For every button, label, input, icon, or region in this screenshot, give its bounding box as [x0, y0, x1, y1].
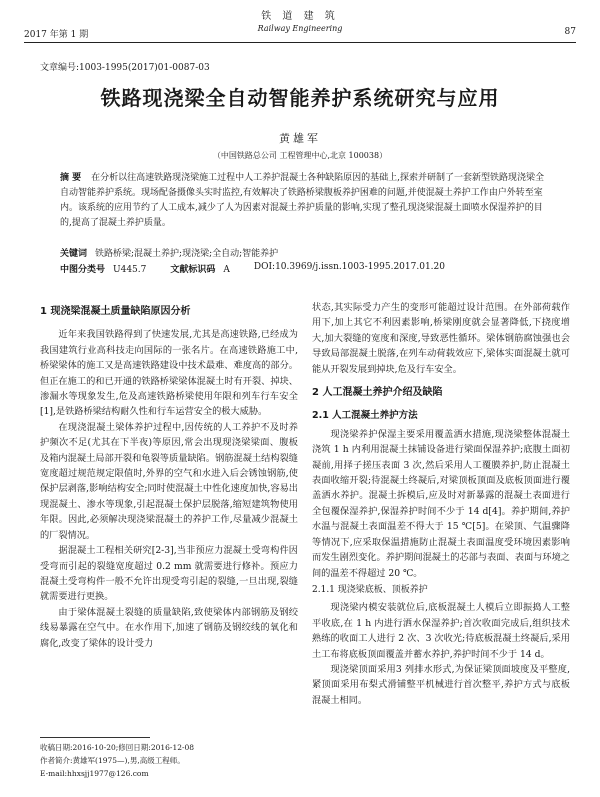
- received-date: 收稿日期:2016-10-20;修回日期:2016-12-08: [40, 743, 195, 752]
- section-2-heading: 2 人工混凝土养护介绍及缺陷: [312, 387, 443, 399]
- doi: DOI:10.3969/j.issn.1003-1995.2017.01.20: [253, 262, 445, 272]
- paragraph: 状态,其实际受力产生的变形可能超过设计范围。在外部荷载作用下,加上其它不利因素影响,桥梁刚度就会显著降低,下挠度增大,加大裂缝的宽度和深度,导致恶性循环。梁体钢筋腐蚀强也会导致局部混凝土脱落,在列车动荷载效应下,梁体实面混凝土就可能从开裂发展到掉块,危及行车安全。: [312, 302, 570, 375]
- section-2-1-1-heading: 2.1.1 现浇梁底板、顶板养护: [312, 584, 428, 595]
- affiliation: （中国铁路总公司 工程管理中心,北京 100038）: [212, 151, 388, 160]
- paragraph: 现浇梁顶面采用3 列排水形式,为保证梁顶面坡度及平整度,紧顶面采用布梨式滑铺整平机械进行首次整平,养护方式与底板混凝土相同。: [312, 663, 570, 706]
- article-id: 文章编号:1003-1995(2017)01-0087-03: [40, 63, 210, 73]
- author-bio: 作者简介:黄雄军(1975—),男,高级工程师。: [40, 756, 185, 765]
- paragraph: 现浇梁养护保湿主要采用覆盖洒水措施,现浇梁整体混凝土浇筑 1 h 内利用混凝土抹铺设备进行梁面保湿养护;底腹土面初凝前,用择子搓压表面 3 次,然后采用人工覆膜养护,防止混凝土表面收缩开裂;待混凝土终凝后,对梁顶板顶面及底板顶面进行覆盖洒水养护。混凝土拆模后,应及时对新暴露的混凝土表面进行全包覆保湿养护,保湿养护时间不少于 14 d[4]。养护期间,养护水温与混凝土表面温差不得大于 15 ℃[5]。在梁顶、气温骤降等情况下,应采取保温措施防止混凝土表面温度受环境因素影响而发生剧烈变化。养护期间混凝土的芯部与表面、表面与环境之间的温差不得超过 20 ℃。: [312, 428, 570, 579]
- abstract: [60, 171, 545, 231]
- journal-name-en: Railway Engineering: [257, 24, 343, 33]
- classification-line: [60, 262, 545, 275]
- author-name: 黄雄军: [279, 132, 321, 145]
- clc-label: 中图分类号: [60, 265, 106, 275]
- section-2-1-heading: 2.1 人工混凝土养护方法: [312, 410, 418, 422]
- article-title: 铁路现浇梁全自动智能养护系统研究与应用: [100, 86, 500, 110]
- issue-label: 2017 年第 1 期: [24, 30, 89, 40]
- abstract-label: 摘 要: [60, 173, 82, 183]
- abstract-text: 在分析以往高速铁路现浇梁施工过程中人工养护混凝土各种缺陷原因的基础上,探索并研制了一套新型铁路现浇梁全自动智能养护系统。现场配备摄像头实时监控,有效解决了铁路桥梁腹板养护困难的问题,并使混凝土养护工作由户外转至室内。该系统的应用节约了人工成本,减少了人为因素对混凝土养护质量的影响,实现了整孔现浇梁混凝土面喷水保湿养护的目的,提高了混凝土养护质量。: [60, 173, 545, 228]
- paragraph: 在现浇混凝土梁体养护过程中,因传统的人工养护不及时养护频次不足(尤其在下半夜)等原因,常会出现现浇梁梁面、腹板及箱内混凝土局部开裂和龟裂等质量缺陷。钢筋混凝土结构裂缝宽度超过规范规定限值时,外界的空气和水进入后会锈蚀钢筋,使保护层剥落,影响结构安全;同时使混凝土中性化速度加快,容易出现混凝土、渗水等现象,引起混凝土保护层脱落,缩短建筑物使用年限。因此,必须解决现浇梁混凝土的养护工作,尽量减少混凝土的厂裂情况。: [40, 421, 298, 541]
- doc-code-label: 文献标识码: [170, 265, 216, 275]
- paragraph: 据混凝土工程相关研究[2-3],当非预应力混凝土受弯构件因受弯而引起的裂缝宽度超过 0.2 mm 就需要进行修补。预应力混凝土受弯构件一般不允许出现受弯引起的裂缝,一旦出现,裂缝就需要进行更换。: [40, 545, 298, 603]
- body-left-column: [40, 300, 298, 651]
- clc-value: U445.7: [113, 265, 147, 275]
- paragraph: 由于梁体混凝土裂缝的质量缺陷,致使梁体内部钢筋及钢绞线易暴露在空气中。在水作用下,加速了钢筋及钢绞线的氧化和腐化,改变了梁体的设计受力: [40, 606, 298, 649]
- paragraph: 近年来我国铁路得到了快速发展,尤其是高速铁路,已经成为我国建筑行业高科技走向国际的一张名片。在高速铁路施工中,桥梁梁体的施工又是高速铁路建设中技术最难、难度高的部分。但正在施工的和已开通的铁路桥梁梁体混凝土时有开裂、掉块、渗漏水等现象发生,危及高速铁路桥梁使用年限和列车行车安全[1],是铁路桥梁结构耐久性和行车运营安全的极大威胁。: [40, 329, 298, 418]
- keywords: [60, 246, 545, 259]
- keywords-label: 关键词: [60, 249, 88, 259]
- footnote-divider: [40, 737, 150, 738]
- page-number: 87: [564, 27, 576, 37]
- author-email: E-mail:hhxsjj1977@126.com: [40, 769, 149, 778]
- header-divider: [24, 42, 576, 43]
- section-1-heading: 1 现浇梁混凝土质量缺陷原因分析: [40, 306, 191, 317]
- body-right-column: [312, 300, 570, 708]
- paragraph: 现浇梁内模安装就位后,底板混凝土人模后立即振捣人工整平收底,在 1 h 内进行洒水保湿养护;首次收面完成后,组织技术熟练的收面工人进行 2 次、3 次收光;待底板混凝土终凝后,采用土工布将底板顶面覆盖并蓄水养护,养护时间不少于 14 d。: [312, 602, 570, 660]
- doc-code-value: A: [223, 265, 230, 275]
- journal-header: [0, 10, 600, 34]
- keywords-text: 铁路桥梁;混凝土养护;现浇梁;全自动;智能养护: [95, 249, 279, 259]
- journal-name-cn: 铁 道 建 筑: [261, 11, 339, 22]
